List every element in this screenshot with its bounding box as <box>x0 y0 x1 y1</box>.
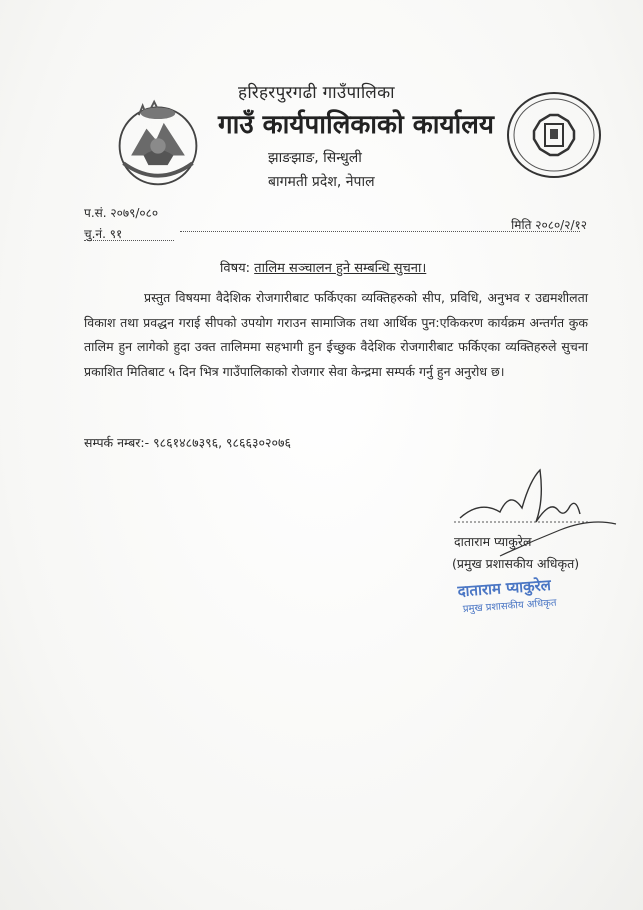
stamp-title: प्रमुख प्रशासकीय अधिकृत <box>462 597 557 616</box>
nepal-emblem-icon <box>110 96 206 192</box>
office-title: गाउँ कार्यपालिकाको कार्यालय <box>218 110 494 140</box>
name-stamp <box>457 575 557 616</box>
letter-body <box>84 286 588 384</box>
handwritten-signature <box>440 460 620 570</box>
contact-numbers: ९८६१४८७३९६, ९८६६३०२०७६ <box>153 435 292 450</box>
reference-number: प.सं. २०७९/०८० <box>84 206 159 220</box>
municipality-name: हरिहरपुरगढी गाउँपालिका <box>238 83 395 103</box>
signatory-title: (प्रमुख प्रशासकीय अधिकृत) <box>452 556 580 571</box>
subject-line <box>220 258 426 276</box>
subject-label: विषय: <box>220 261 251 276</box>
municipality-seal-icon <box>504 90 604 180</box>
contact-label: सम्पर्क नम्बर:- <box>84 435 150 450</box>
dispatch-number: चु.नं. ९१ <box>84 227 123 241</box>
contact-line <box>84 434 291 451</box>
office-location: झाङझाङ, सिन्धुली <box>268 150 362 166</box>
subject-text: तालिम सञ्चालन हुने सम्बन्धि सुचना। <box>254 261 427 276</box>
stamp-name: दाताराम प्याकुरेल <box>457 575 552 601</box>
dispatch-rule <box>84 240 174 241</box>
signatory-name: दाताराम प्याकुरेल <box>454 534 532 549</box>
body-paragraph: प्रस्तुत विषयमा वैदेशिक रोजगारीबाट फर्किएका व्यक्तिहरुको सीप, प्रविधि, अनुभव र उद्यमशीलता विकाश तथा प्रवद्धन गराई सीपको उपयोग गराउन सामाजिक तथा आर्थिक पुन:एकिकरण कार्यक्रम अन्तर्गत कुक तालिम हुन लागेको हुदा उक्त तालिममा सहभागी हुन ईच्छुक वैदेशिक रोजगारीबाट फर्किएका व्यक्तिहरुले सुचना प्रकाशित मितिबाट ५ दिन भित्र गाउँपालिकाको रोजगार सेवा केन्द्रमा सम्पर्क गर्नु हुन अनुरोध छ। <box>84 290 588 379</box>
letter-date: मिति २०८०/२/१२ <box>511 218 587 232</box>
office-province: बागमती प्रदेश, नेपाल <box>268 174 375 190</box>
